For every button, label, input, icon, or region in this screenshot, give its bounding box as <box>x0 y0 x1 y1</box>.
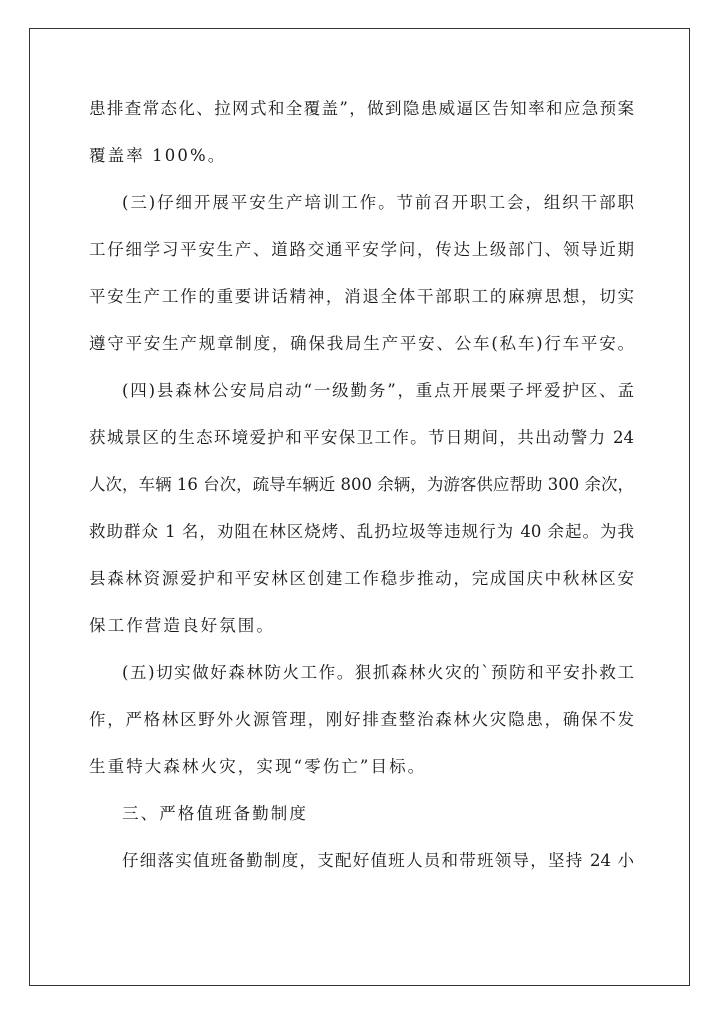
text-line-1: 患排查常态化、拉网式和全覆盖”，做到隐患威逼区告知率和应急预案 <box>89 99 634 118</box>
section-heading: 三、严格值班备勤制度 <box>122 804 308 823</box>
paragraph-3-heading: (三)仔细开展平安生产培训工作。节前召开职工会，组织干部职 <box>122 193 634 212</box>
text-line-8: 获城景区的生态环境爱护和平安保卫工作。节日期间，共出动警力 24 <box>89 428 634 447</box>
text-line-6: 遵守平安生产规章制度，确保我局生产平安、公车(私车)行车平安。 <box>89 334 634 353</box>
text-line-5: 平安生产工作的重要讲话精神，消退全体干部职工的麻痹思想，切实 <box>89 287 634 306</box>
page-border <box>29 28 690 986</box>
text-line-2: 覆盖率 100%。 <box>89 146 227 165</box>
text-line-11: 县森林资源爱护和平安林区创建工作稳步推动，完成国庆中秋林区安 <box>89 569 634 588</box>
paragraph-5-heading: (五)切实做好森林防火工作。狠抓森林火灾的`预防和平安扑救工 <box>122 663 634 682</box>
text-line-12: 保工作营造良好氛围。 <box>89 616 275 635</box>
text-line-17: 仔细落实值班备勤制度，支配好值班人员和带班领导，坚持 24 小 <box>122 851 634 870</box>
text-line-10: 救助群众 1 名，劝阻在林区烧烤、乱扔垃圾等违规行为 40 余起。为我 <box>89 522 634 541</box>
text-line-14: 作，严格林区野外火源管理，刚好排查整治森林火灾隐患，确保不发 <box>89 710 634 729</box>
text-line-4: 工仔细学习平安生产、道路交通平安学问，传达上级部门、领导近期 <box>89 240 634 259</box>
text-line-15: 生重特大森林火灾，实现“零伤亡”目标。 <box>89 757 427 776</box>
text-line-9: 人次，车辆 16 台次，疏导车辆近 800 余辆，为游客供应帮助 300 余次， <box>89 475 634 494</box>
paragraph-4-heading: (四)县森林公安局启动“一级勤务”，重点开展栗子坪爱护区、孟 <box>122 381 634 400</box>
